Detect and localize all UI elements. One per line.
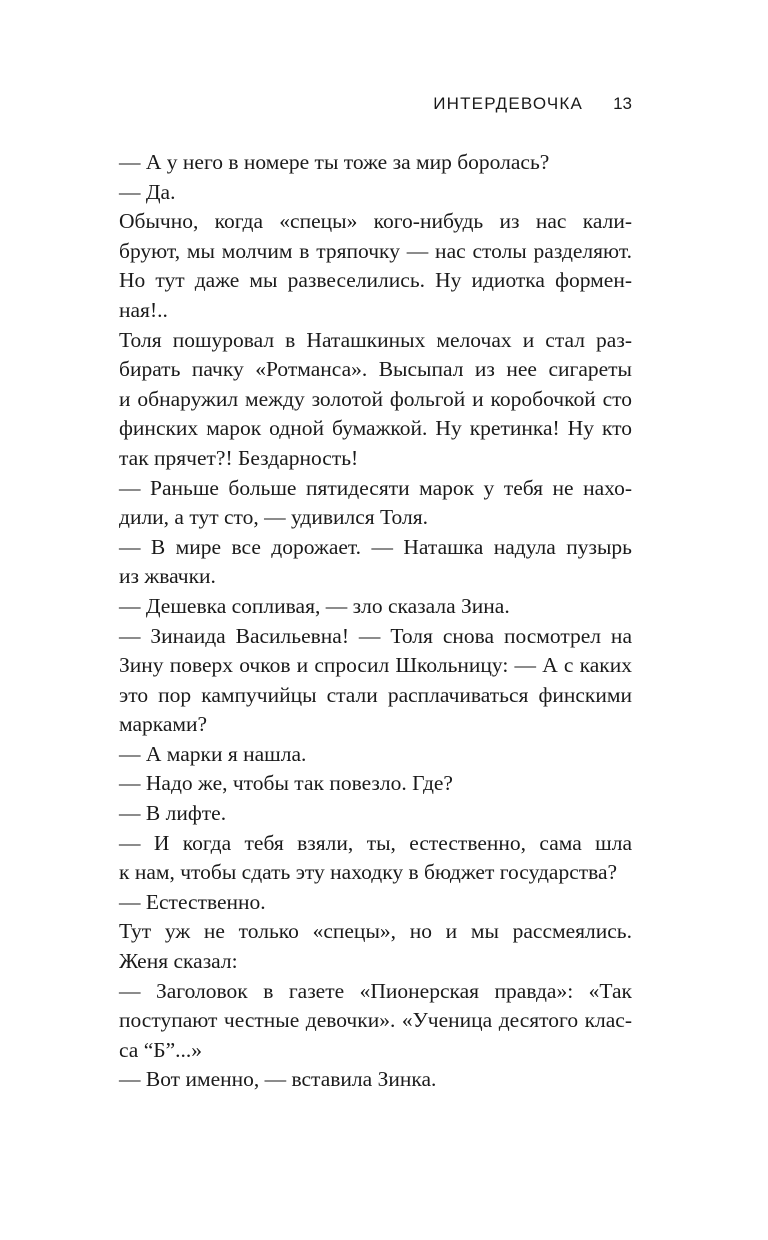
text-line: так прячет?! Бездарность! [119,445,359,470]
text-line: Женя сказал: [119,949,238,974]
paragraph [90,533,632,592]
text-line: к нам, чтобы сдать эту находку в бюджет государства? [119,860,618,885]
text-line: и обнаружил между золотой фольгой и коробочкой сто [119,386,632,411]
text-line: — Дешевка сопливая, — зло сказала Зина. [119,593,510,618]
text-line: — Надо же, чтобы так повезло. Где? [119,771,453,796]
running-head-title: ИНТЕРДЕВОЧКА [433,94,584,113]
text-line: — В лифте. [119,801,227,826]
text-line: — А марки я нашла. [119,741,307,766]
text-line: — Да. [119,179,176,204]
paragraph [90,917,632,976]
paragraph [90,148,632,178]
page-number: 13 [613,94,632,113]
text-line: бирать пачку «Ротманса». Высыпал из нее сигареты [119,357,632,382]
text-line: Тут уж не только «спецы», но и мы рассмеялись. [119,919,632,944]
paragraph [90,207,632,325]
text-line: дили, а тут сто, — удивился Толя. [119,505,429,530]
paragraph [90,326,632,474]
text-line: — Естественно. [119,889,266,914]
paragraph [90,178,632,208]
paragraph [90,977,632,1066]
text-line: са “Б”...» [119,1037,203,1062]
text-line: — Заголовок в газете «Пионерская правда»: «Так [119,978,632,1003]
paragraph [90,769,632,799]
text-line: Зину поверх очков и спросил Школьницу: — А с каких [119,653,632,678]
text-line: — И когда тебя взяли, ты, естественно, сама шла [119,830,632,855]
text-line: Обычно, когда «спецы» кого-нибудь из нас кали- [119,209,632,234]
text-line: бруют, мы молчим в тряпочку — нас столы разделяют. [119,238,632,263]
text-line: финских марок одной бумажкой. Ну кретинка! Ну кто [119,416,632,441]
paragraph [90,474,632,533]
paragraph [90,622,632,740]
paragraph [90,592,632,622]
paragraph [90,799,632,829]
text-line: Толя пошуровал в Наташкиных мелочах и стал раз- [119,327,632,352]
text-line: — Раньше больше пятидесяти марок у тебя не нахо- [119,475,632,500]
paragraph [90,888,632,918]
text-line: ная!.. [119,297,168,322]
text-line: это пор кампучийцы стали расплачиваться финскими [119,682,632,707]
body-text [90,148,632,1095]
text-line: — В мире все дорожает. — Наташка надула пузырь [119,534,632,559]
paragraph [90,829,632,888]
text-line: из жвачки. [119,564,216,589]
paragraph [90,740,632,770]
text-line: — Вот именно, — вставила Зинка. [119,1067,437,1092]
text-line: — А у него в номере ты тоже за мир боролась? [119,150,550,174]
paragraph [90,1065,632,1095]
text-line: — Зинаида Васильевна! — Толя снова посмотрел на [119,623,632,648]
text-line: поступают честные девочки». «Ученица десятого клас- [119,1008,632,1033]
text-line: Но тут даже мы развеселились. Ну идиотка формен- [119,268,632,293]
text-line: марками? [119,712,208,737]
running-head [433,94,632,114]
